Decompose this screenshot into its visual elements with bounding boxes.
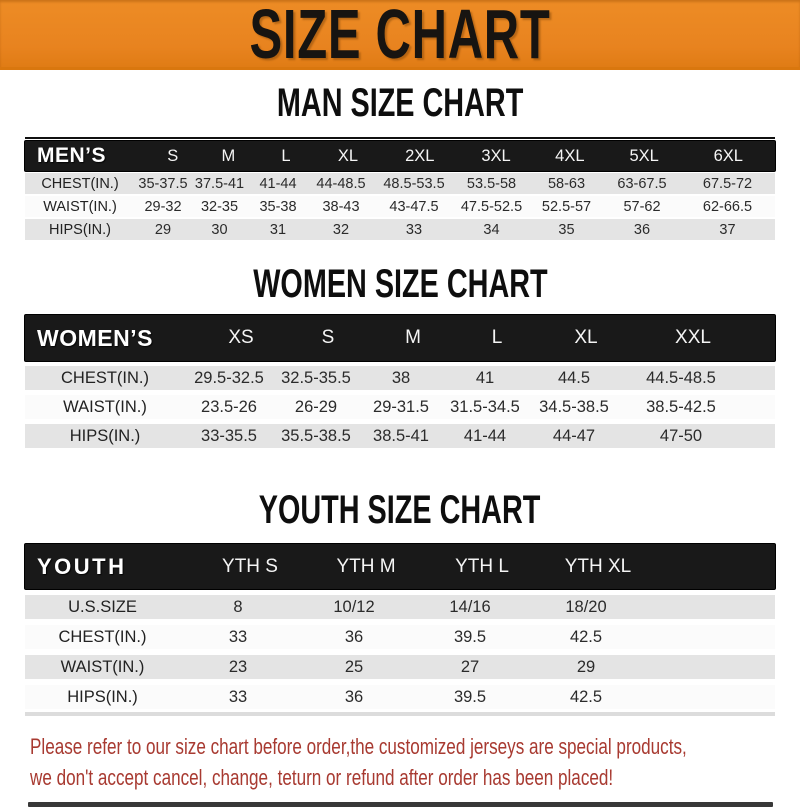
column-header: 6XL <box>713 146 743 165</box>
cell: 33 <box>228 627 248 646</box>
cell: 29 <box>576 657 596 676</box>
filler-cell <box>656 544 775 589</box>
cell: 32-35 <box>200 198 239 215</box>
filler-cell <box>753 315 775 361</box>
cell: 47-50 <box>659 426 703 445</box>
column-header: L <box>281 146 291 165</box>
cell: 63-67.5 <box>617 175 667 192</box>
youth-section-heading <box>0 488 800 532</box>
table-row <box>25 366 775 390</box>
column-header: 5XL <box>629 146 659 165</box>
cell: 42.5 <box>569 687 603 706</box>
filler-cell <box>644 685 775 709</box>
row-label: WAIST(IN.) <box>43 198 117 215</box>
column-header: XXL <box>675 327 711 348</box>
women-section-heading-text: WOMEN SIZE CHART <box>252 262 548 306</box>
column-header: YTH XL <box>564 555 632 577</box>
column-header: S <box>321 327 335 348</box>
column-header: YTH S <box>222 555 278 577</box>
section-men <box>0 83 800 240</box>
cell: 58-63 <box>547 175 586 192</box>
row-label: WAIST(IN.) <box>63 397 147 416</box>
youth-size-table <box>25 544 775 716</box>
disclaimer-line1: Please refer to our size chart before order,the customized jerseys are special products, <box>30 734 687 759</box>
cell: 44-47 <box>552 426 596 445</box>
cell: 32 <box>332 221 350 238</box>
filler-cell <box>741 366 775 390</box>
men-section-heading-text: MAN SIZE CHART <box>276 81 524 125</box>
table-header-row <box>25 315 775 361</box>
cell: 36 <box>633 221 651 238</box>
cell: 67.5-72 <box>702 175 753 192</box>
cell: 25 <box>344 657 364 676</box>
filler-cell <box>644 655 775 679</box>
banner-title: SIZE CHART <box>249 0 551 73</box>
women-size-table <box>25 315 775 448</box>
cell: 39.5 <box>453 687 487 706</box>
column-header: M <box>405 327 421 348</box>
cell: 41-44 <box>463 426 507 445</box>
row-label: HIPS(IN.) <box>67 687 138 706</box>
cell: 29-31.5 <box>373 397 429 416</box>
cell: 23.5-26 <box>201 397 257 416</box>
table-row <box>25 395 775 419</box>
cell: 35.5-38.5 <box>281 426 351 445</box>
cell: 37.5-41 <box>194 175 245 192</box>
row-label: WAIST(IN.) <box>60 657 145 676</box>
cell: 18/20 <box>565 597 607 616</box>
table-row <box>25 655 775 679</box>
table-corner-label: MEN’S <box>37 144 107 167</box>
cell: 52.5-57 <box>541 198 592 215</box>
section-youth <box>0 490 800 716</box>
cell: 38-43 <box>322 198 360 215</box>
cell: 35-38 <box>259 198 297 215</box>
column-header: XS <box>228 327 254 348</box>
disclaimer <box>30 731 800 793</box>
cell: 29.5-32.5 <box>194 368 264 387</box>
men-size-table <box>25 137 775 240</box>
table-corner-label: YOUTH <box>37 553 127 579</box>
table-row <box>25 595 775 619</box>
column-header: 2XL <box>405 146 435 165</box>
row-label: HIPS(IN.) <box>48 221 112 238</box>
cell: 32.5-35.5 <box>281 368 351 387</box>
cell: 34 <box>483 221 500 238</box>
filler-cell <box>644 595 775 619</box>
cell: 10/12 <box>333 597 375 616</box>
cell: 44.5-48.5 <box>646 368 716 387</box>
disclaimer-line <box>30 731 800 762</box>
cell: 62-66.5 <box>702 198 753 215</box>
cell: 30 <box>211 221 228 238</box>
row-label: HIPS(IN.) <box>69 426 141 445</box>
cell: 41-44 <box>259 175 297 192</box>
cell: 57-62 <box>623 198 661 215</box>
cell: 8 <box>233 597 243 616</box>
cell: 31.5-34.5 <box>450 397 520 416</box>
disclaimer-line2: we don't accept cancel, change, teturn or refund after order has been placed! <box>30 765 614 790</box>
disclaimer-line <box>30 762 800 793</box>
column-header: XL <box>337 146 359 165</box>
cell: 14/16 <box>449 597 491 616</box>
cell: 29-32 <box>144 198 182 215</box>
cell: 29 <box>154 221 172 238</box>
row-label: U.S.SIZE <box>68 597 137 616</box>
column-header: S <box>167 146 179 165</box>
cell: 36 <box>344 627 364 646</box>
column-header: 4XL <box>555 146 585 165</box>
cell: 35 <box>558 221 575 238</box>
banner <box>0 0 800 73</box>
bottom-edge-bar <box>28 802 773 807</box>
cell: 33 <box>228 687 248 706</box>
table-corner-label: WOMEN’S <box>37 324 153 351</box>
cell: 53.5-58 <box>466 175 517 192</box>
filler-cell <box>741 395 775 419</box>
cell: 38.5-42.5 <box>646 397 716 416</box>
cell: 48.5-53.5 <box>383 175 445 192</box>
cell: 41 <box>475 368 495 387</box>
column-header: L <box>491 327 503 348</box>
cell: 44-48.5 <box>316 175 366 192</box>
women-section-heading <box>0 262 800 306</box>
table-row <box>25 173 775 194</box>
cell: 39.5 <box>453 627 487 646</box>
youth-section-heading-text: YOUTH SIZE CHART <box>259 488 541 532</box>
column-header: YTH M <box>336 555 396 577</box>
cell: 47.5-52.5 <box>460 198 523 215</box>
row-label: CHEST(IN.) <box>41 175 119 192</box>
cell: 42.5 <box>569 627 603 646</box>
column-header: YTH L <box>455 555 509 577</box>
table-header-row <box>25 544 775 589</box>
table-row <box>25 685 775 709</box>
section-women <box>0 264 800 448</box>
cell: 26-29 <box>294 397 338 416</box>
filler-cell <box>741 424 775 448</box>
table-row <box>25 196 775 217</box>
row-label: CHEST(IN.) <box>61 368 149 387</box>
column-header: 3XL <box>481 146 511 165</box>
table-header-row <box>25 141 775 171</box>
table-row <box>25 625 775 649</box>
cell: 37 <box>719 221 736 238</box>
cell: 38.5-41 <box>373 426 429 445</box>
column-header: XL <box>574 327 598 348</box>
cell: 27 <box>460 657 480 676</box>
filler-cell <box>644 625 775 649</box>
cell: 43-47.5 <box>389 198 439 215</box>
cell: 44.5 <box>557 368 591 387</box>
row-label: CHEST(IN.) <box>58 627 147 646</box>
cell: 36 <box>344 687 364 706</box>
cell: 33 <box>405 221 423 238</box>
table-row <box>25 424 775 448</box>
cell: 34.5-38.5 <box>539 397 609 416</box>
cell: 31 <box>269 221 287 238</box>
cell: 23 <box>228 657 248 676</box>
table-row <box>25 219 775 240</box>
cell: 33-35.5 <box>201 426 257 445</box>
men-section-heading <box>0 81 800 125</box>
cell: 35-37.5 <box>138 175 188 192</box>
cell: 38 <box>391 368 411 387</box>
column-header: M <box>221 146 236 165</box>
